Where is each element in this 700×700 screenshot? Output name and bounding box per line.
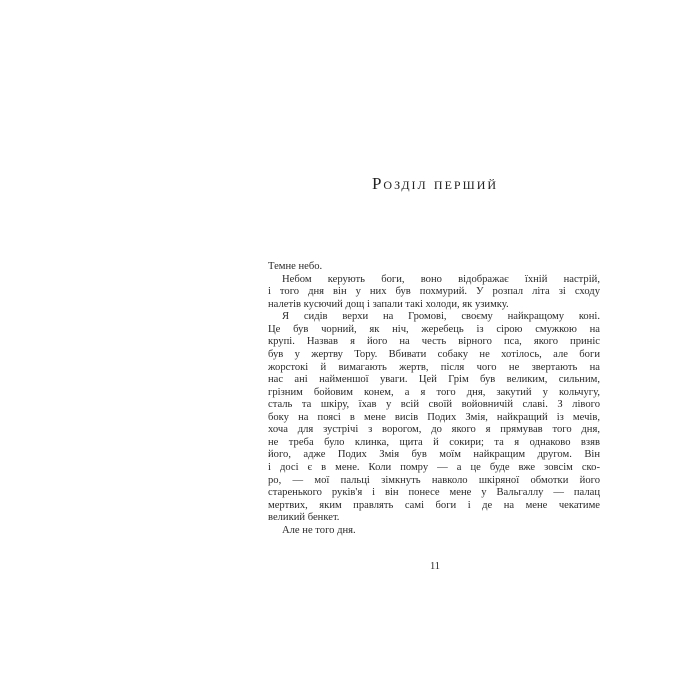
- text-line: і того дня він у них був похмурий. У розпал літа зі сходу: [268, 286, 600, 298]
- text-line: нас ані найменшої уваги. Цей Грім був великим, сильним,: [268, 374, 600, 386]
- text-line: ро, — мої пальці зімкнуть навколо шкіряної обмотки його: [268, 474, 600, 486]
- page-number: 11: [429, 561, 441, 572]
- text-line: сталь та шкіру, їхав у всій своїй войовничій славі. З лівого: [268, 399, 600, 411]
- text-line: Темне небо.: [268, 261, 323, 272]
- text-line: Це був чорний, як ніч, жеребець із сірою смужкою на: [268, 323, 600, 335]
- text-line: був у жертву Тору. Вбивати собаку не хотілось, але боги: [268, 348, 600, 360]
- text-line: не треба було клинка, щита й сокири; та я однаково взяв: [268, 436, 600, 448]
- text-line: жорстокі й вимагають жертв, після чого не звертають на: [268, 361, 600, 373]
- text-line: мертвих, яким правлять самі боги і де на мене чекатиме: [268, 499, 600, 511]
- text-line: його, адже Подих Змія був моїм найкращим другом. Він: [268, 449, 600, 461]
- text-line: крупі. Назвав я його на честь вірного пса, якого приніс: [268, 336, 600, 348]
- chapter-body-text: [268, 261, 600, 537]
- text-line: Я сидів верхи на Громові, своєму найкращому коні.: [282, 311, 600, 323]
- text-line: хоча для зустрічі з ворогом, до якого я прямував того дня,: [268, 424, 600, 436]
- text-line: налетів кусючий дощ і запали такі холоди, як узимку.: [268, 298, 509, 310]
- text-line: і досі є в мене. Коли помру — а це буде вже зовсім ско-: [268, 462, 600, 473]
- text-line: Небом керують боги, воно відображає їхній настрій,: [282, 273, 600, 285]
- text-line: великий бенкет.: [268, 512, 340, 524]
- chapter-title: Розділ перший: [371, 174, 499, 193]
- text-line: грізним бойовим конем, а я того дня, закутий у кольчугу,: [268, 386, 600, 398]
- text-line: боку на поясі в мене висів Подих Змія, найкращий із мечів,: [268, 411, 600, 423]
- text-line: старенького руків'я і він понесе мене у Вальгаллу — палац: [268, 487, 600, 499]
- text-line: Але не того дня.: [282, 524, 356, 536]
